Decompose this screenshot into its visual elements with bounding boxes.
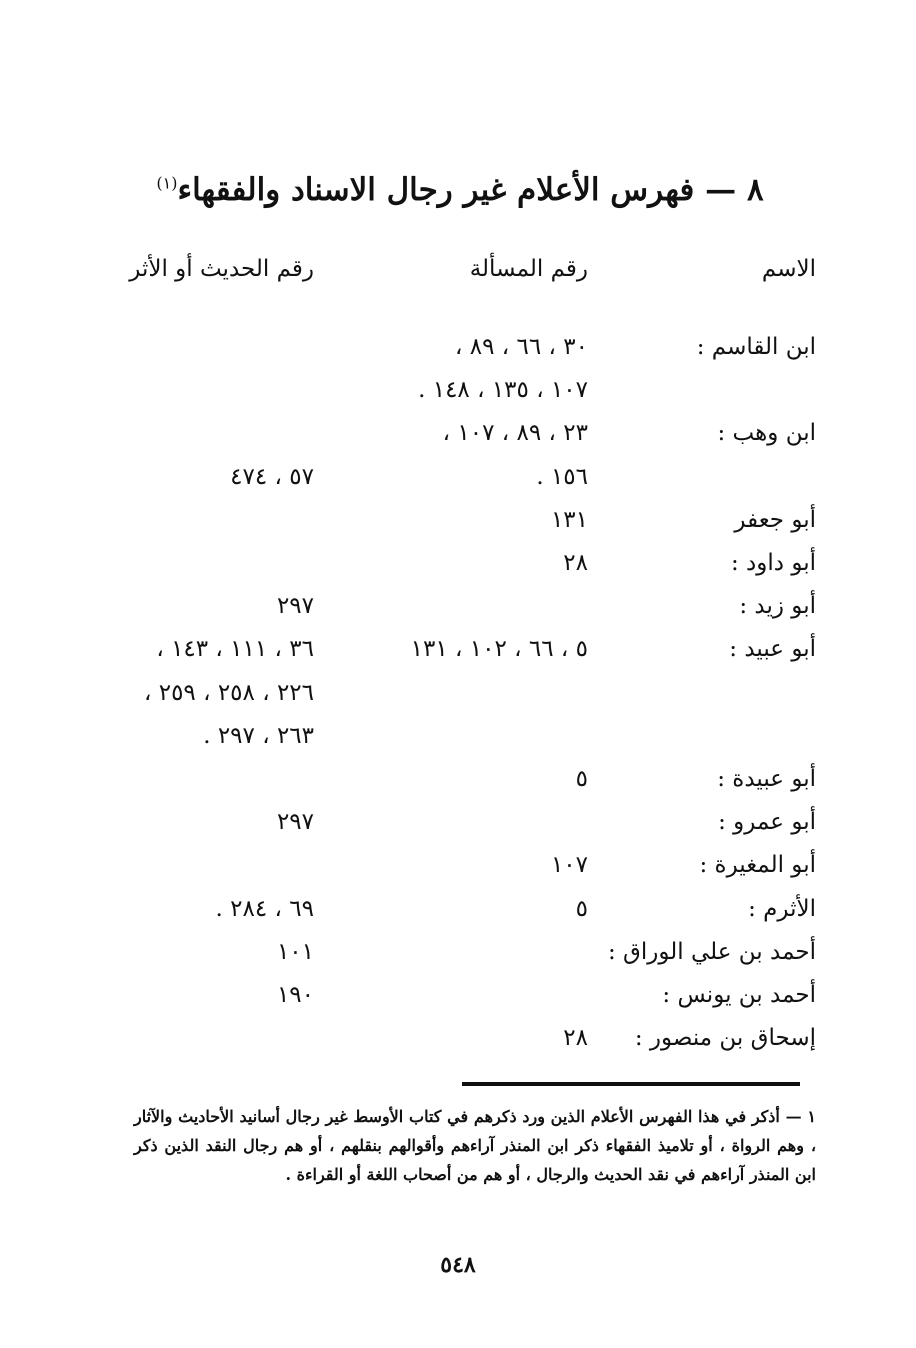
index-entry: [0, 809, 916, 849]
entry-issue-numbers: ٢٣ ، ٨٩ ، ١٠٧ ،: [442, 420, 588, 446]
entry-name: أبو عمرو :: [718, 809, 816, 835]
entry-hadith-numbers: ٢٦٣ ، ٢٩٧ .: [203, 723, 314, 749]
entry-hadith-numbers: ٢٢٦ ، ٢٥٨ ، ٢٥٩ ،: [143, 680, 314, 706]
entry-name: أبو زيد :: [739, 593, 816, 619]
entry-name: أبو عبيدة :: [717, 766, 816, 792]
index-entry: [0, 464, 916, 504]
index-entry: [0, 896, 916, 936]
entry-issue-numbers: ٣٠ ، ٦٦ ، ٨٩ ،: [455, 334, 588, 360]
index-title: [120, 172, 800, 208]
entry-name: الأثرم :: [748, 896, 816, 922]
entry-name: أبو عبيد :: [729, 636, 816, 662]
entry-issue-numbers: ٢٨: [563, 1025, 588, 1051]
index-entry: [0, 420, 916, 460]
entry-issue-numbers: ١٠٧: [550, 852, 588, 878]
entry-name: ابن وهب :: [717, 420, 816, 446]
footnote: ١ — أذكر في هذا الفهرس الأعلام الذين ورد ذكرهم في كتاب الأوسط غير رجال أسانيد الأحاديث والآثار ، وهم الرواة ، أو تلاميذ الفقهاء ذكر ابن المنذر آراءهم وأقوالهم بنقلهم ، أو هم رجال النقد الذين ذكر ابن المنذر آراءهم في نقد الحديث والرجال ، أو هم من أصحاب اللغة أو القراءة .: [134, 1107, 816, 1184]
index-entry: [0, 636, 916, 676]
footnote-marker: (١): [156, 173, 178, 193]
entry-name: إسحاق بن منصور :: [634, 1025, 816, 1051]
header-name: الاسم: [761, 256, 816, 282]
entry-issue-numbers: ٥ ، ٦٦ ، ١٠٢ ، ١٣١: [410, 636, 588, 662]
index-entry: [0, 766, 916, 806]
header-hadith-number: رقم الحديث أو الأثر: [129, 256, 314, 282]
entry-hadith-numbers: ٢٩٧: [276, 593, 314, 619]
entry-name: أبو داود :: [730, 550, 816, 576]
entry-issue-numbers: ١٣١: [550, 507, 588, 533]
entry-name: أبو المغيرة :: [699, 852, 816, 878]
index-entry: [0, 939, 916, 979]
entry-hadith-numbers: ١٠١: [276, 939, 314, 965]
footnote-separator: [462, 1082, 800, 1086]
index-entry: [0, 982, 916, 1022]
entry-hadith-numbers: ٥٧ ، ٤٧٤: [230, 464, 314, 490]
index-entry: [0, 334, 916, 374]
index-entry: [0, 723, 916, 763]
entry-name: ابن القاسم :: [696, 334, 816, 360]
entry-issue-numbers: ١٠٧ ، ١٣٥ ، ١٤٨ .: [418, 377, 588, 403]
index-entry: [0, 550, 916, 590]
index-entry: [0, 852, 916, 892]
index-entry: [0, 680, 916, 720]
entry-issue-numbers: ٢٨: [563, 550, 588, 576]
index-entry: [0, 377, 916, 417]
entry-issue-numbers: ٥: [575, 766, 588, 792]
index-entry: [0, 593, 916, 633]
entry-issue-numbers: ٥: [575, 896, 588, 922]
index-entry: [0, 507, 916, 547]
entry-hadith-numbers: ١٩٠: [276, 982, 314, 1008]
index-title-text: ٨ — فهرس الأعلام غير رجال الاسناد والفقهاء: [177, 172, 764, 208]
entry-name: أحمد بن يونس :: [662, 982, 816, 1008]
entry-name: أبو جعفر: [734, 507, 816, 533]
index-entry: [0, 1025, 916, 1065]
page-number: ٥٤٨: [440, 1252, 476, 1278]
entry-hadith-numbers: ٣٦ ، ١١١ ، ١٤٣ ،: [156, 636, 314, 662]
header-issue-number: رقم المسألة: [469, 256, 588, 282]
entry-hadith-numbers: ٢٩٧: [276, 809, 314, 835]
entry-hadith-numbers: ٦٩ ، ٢٨٤ .: [215, 896, 314, 922]
entry-issue-numbers: ١٥٦ .: [536, 464, 588, 490]
entry-name: أحمد بن علي الوراق :: [607, 939, 816, 965]
